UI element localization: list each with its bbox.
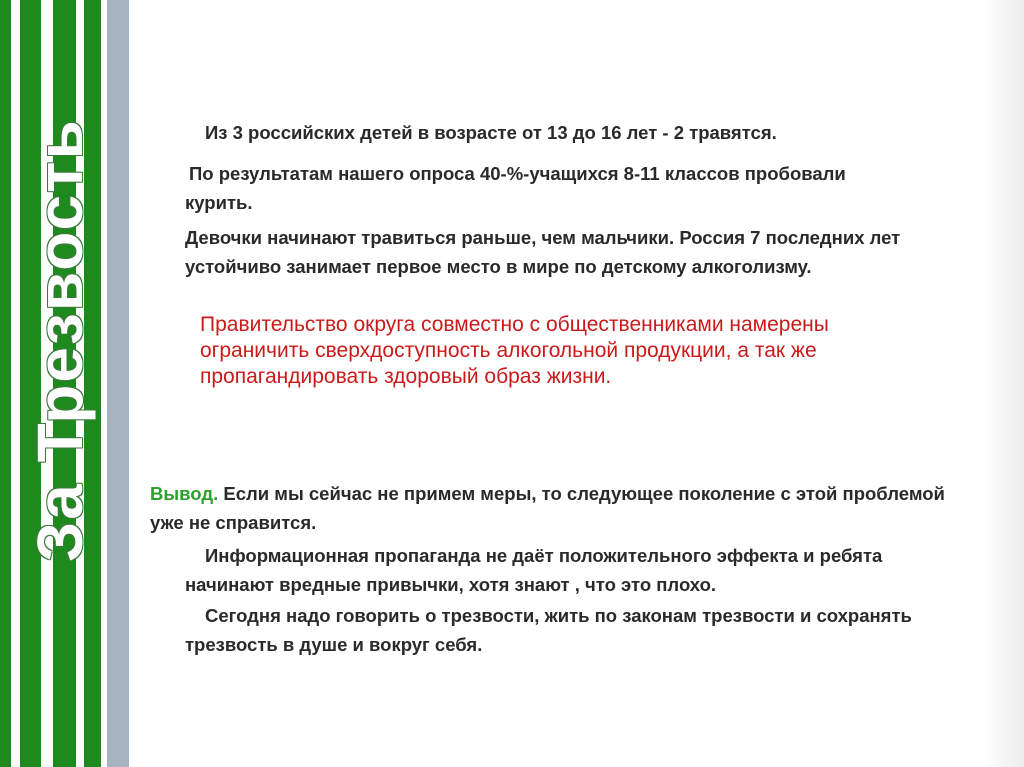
conclusion-paragraph: [150, 479, 955, 537]
government-note: Правительство округа совместно с общественниками намерены ограничить сверхдоступность алкогольной продукции, а так же пропагандировать здоровый образ жизни.: [200, 313, 829, 388]
page-edge-shadow: [984, 0, 1024, 767]
green-stripe: [0, 0, 11, 767]
conclusion-text: Если мы сейчас не примем меры, то следующее поколение с этой проблемой уже не справится.: [150, 483, 945, 533]
paragraph-sobriety: Сегодня надо говорить о трезвости, жить по законам трезвости и сохранять трезвость в душе и вокруг себя.: [185, 605, 912, 655]
grey-stripe: [107, 0, 129, 767]
conclusion-label: Вывод.: [150, 483, 219, 504]
paragraph-girls: Девочки начинают травиться раньше, чем мальчики. Россия 7 последних лет устойчиво занимает первое место в мире по детскому алкоголизму.: [185, 227, 901, 277]
paragraph-propaganda: Информационная пропаганда не даёт положительного эффекта и ребята начинают вредные привычки, хотя знают , что это плохо.: [185, 545, 883, 595]
paragraph-survey: По результатам нашего опроса 40-%-учащихся 8-11 классов пробовали курить.: [185, 163, 846, 213]
vertical-title: За Трезвость: [24, 118, 96, 562]
paragraph-statistic: Из 3 российских детей в возрасте от 13 до 16 лет - 2 травятся.: [205, 122, 777, 143]
